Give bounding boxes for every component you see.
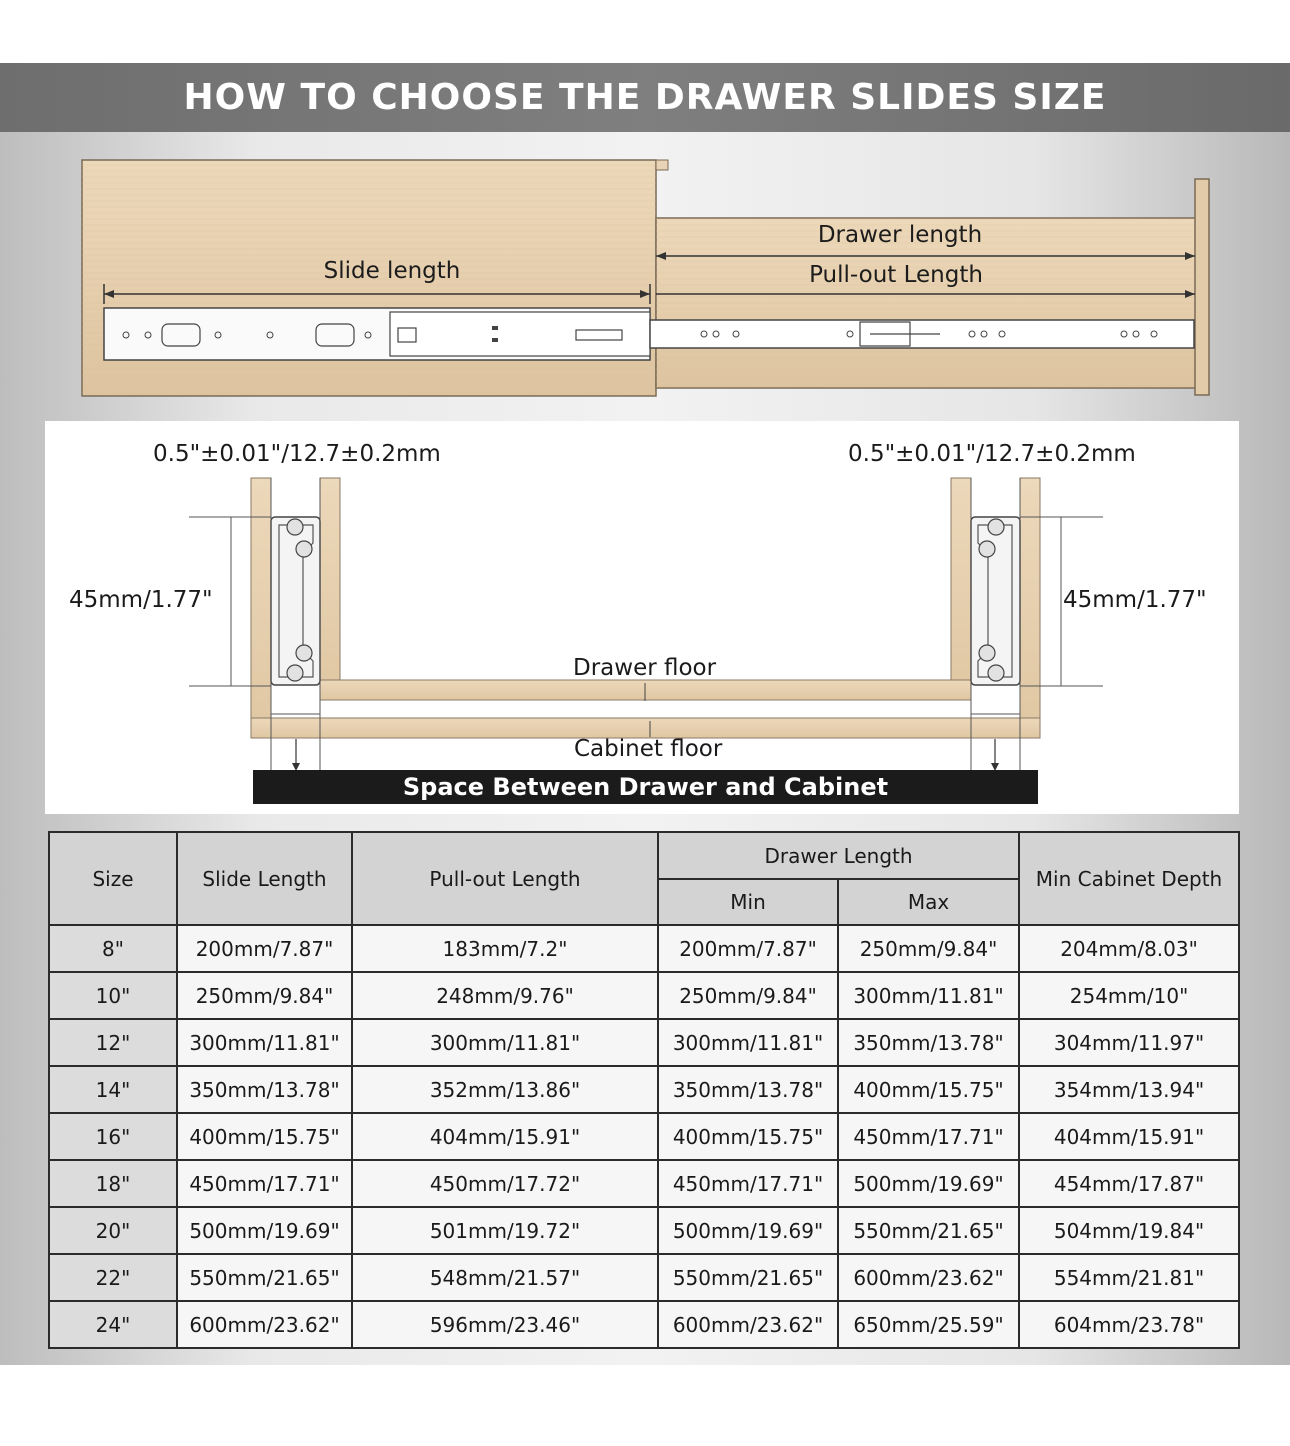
header-size: Size [49,832,177,925]
cell-drawer-min: 400mm/15.75" [658,1113,838,1160]
cell-slide-length: 450mm/17.71" [177,1160,352,1207]
table-row [49,1019,1239,1066]
cell-size: 20" [49,1207,177,1254]
cell-drawer-min: 300mm/11.81" [658,1019,838,1066]
cell-pull-out-length: 248mm/9.76" [352,972,658,1019]
space-between-banner: Space Between Drawer and Cabinet [253,770,1038,804]
cell-slide-length: 550mm/21.65" [177,1254,352,1301]
slide-length-diagram [0,132,1290,422]
cell-drawer-min: 600mm/23.62" [658,1301,838,1348]
table-row [49,925,1239,972]
table-row [49,972,1239,1019]
cell-slide-length: 250mm/9.84" [177,972,352,1019]
cell-slide-length: 400mm/15.75" [177,1113,352,1160]
cell-cabinet-depth: 554mm/21.81" [1019,1254,1239,1301]
cell-size: 24" [49,1301,177,1348]
cell-cabinet-depth: 304mm/11.97" [1019,1019,1239,1066]
cell-pull-out-length: 404mm/15.91" [352,1113,658,1160]
cell-cabinet-depth: 454mm/17.87" [1019,1160,1239,1207]
table-row [49,1066,1239,1113]
cell-drawer-max: 600mm/23.62" [838,1254,1019,1301]
cell-cabinet-depth: 254mm/10" [1019,972,1239,1019]
table-row [49,1301,1239,1348]
gap-right-label: 0.5"±0.01"/12.7±0.2mm [848,441,1136,467]
table-row [49,1160,1239,1207]
table-body [49,925,1239,1348]
cell-cabinet-depth: 504mm/19.84" [1019,1207,1239,1254]
cell-size: 14" [49,1066,177,1113]
cell-pull-out-length: 501mm/19.72" [352,1207,658,1254]
table-row [49,1254,1239,1301]
cell-cabinet-depth: 604mm/23.78" [1019,1301,1239,1348]
cell-drawer-max: 450mm/17.71" [838,1113,1019,1160]
cabinet-floor-label: Cabinet floor [574,736,723,762]
cell-drawer-max: 300mm/11.81" [838,972,1019,1019]
cell-drawer-min: 450mm/17.71" [658,1160,838,1207]
cell-drawer-min: 550mm/21.65" [658,1254,838,1301]
cell-size: 10" [49,972,177,1019]
size-chart-table [48,831,1240,1349]
header-pull-out-length: Pull-out Length [352,832,658,925]
drawer-floor-label: Drawer floor [573,655,717,681]
cell-drawer-min: 250mm/9.84" [658,972,838,1019]
cell-size: 8" [49,925,177,972]
page-title: HOW TO CHOOSE THE DRAWER SLIDES SIZE [0,63,1290,132]
header-min-cabinet-depth: Min Cabinet Depth [1019,832,1239,925]
cell-size: 18" [49,1160,177,1207]
cell-slide-length: 600mm/23.62" [177,1301,352,1348]
header-min: Min [658,879,838,925]
cell-slide-length: 300mm/11.81" [177,1019,352,1066]
cell-slide-length: 350mm/13.78" [177,1066,352,1113]
slide-height-left-label: 45mm/1.77" [69,587,213,613]
cross-section-diagram [45,421,1239,814]
cell-size: 16" [49,1113,177,1160]
cell-pull-out-length: 183mm/7.2" [352,925,658,972]
cell-drawer-max: 550mm/21.65" [838,1207,1019,1254]
table-row [49,1207,1239,1254]
cell-pull-out-length: 300mm/11.81" [352,1019,658,1066]
cell-size: 12" [49,1019,177,1066]
cell-cabinet-depth: 354mm/13.94" [1019,1066,1239,1113]
table-row [49,1113,1239,1160]
header-slide-length: Slide Length [177,832,352,925]
cell-drawer-min: 200mm/7.87" [658,925,838,972]
cell-pull-out-length: 450mm/17.72" [352,1160,658,1207]
cell-size: 22" [49,1254,177,1301]
slide-illustration [0,132,1290,422]
cell-pull-out-length: 596mm/23.46" [352,1301,658,1348]
cell-pull-out-length: 352mm/13.86" [352,1066,658,1113]
cell-drawer-min: 350mm/13.78" [658,1066,838,1113]
header-max: Max [838,879,1019,925]
cell-drawer-min: 500mm/19.69" [658,1207,838,1254]
cell-slide-length: 500mm/19.69" [177,1207,352,1254]
cell-pull-out-length: 548mm/21.57" [352,1254,658,1301]
cell-cabinet-depth: 404mm/15.91" [1019,1113,1239,1160]
header-drawer-length: Drawer Length [658,832,1019,879]
slide-height-right-label: 45mm/1.77" [1063,587,1207,613]
cell-drawer-max: 650mm/25.59" [838,1301,1019,1348]
cell-cabinet-depth: 204mm/8.03" [1019,925,1239,972]
cell-drawer-max: 500mm/19.69" [838,1160,1019,1207]
cell-slide-length: 200mm/7.87" [177,925,352,972]
cell-drawer-max: 400mm/15.75" [838,1066,1019,1113]
drawer-length-label: Drawer length [817,222,983,248]
gap-left-label: 0.5"±0.01"/12.7±0.2mm [153,441,441,467]
slide-length-label: Slide length [323,258,461,284]
pull-out-length-label: Pull-out Length [809,262,983,288]
cell-drawer-max: 250mm/9.84" [838,925,1019,972]
cell-drawer-max: 350mm/13.78" [838,1019,1019,1066]
